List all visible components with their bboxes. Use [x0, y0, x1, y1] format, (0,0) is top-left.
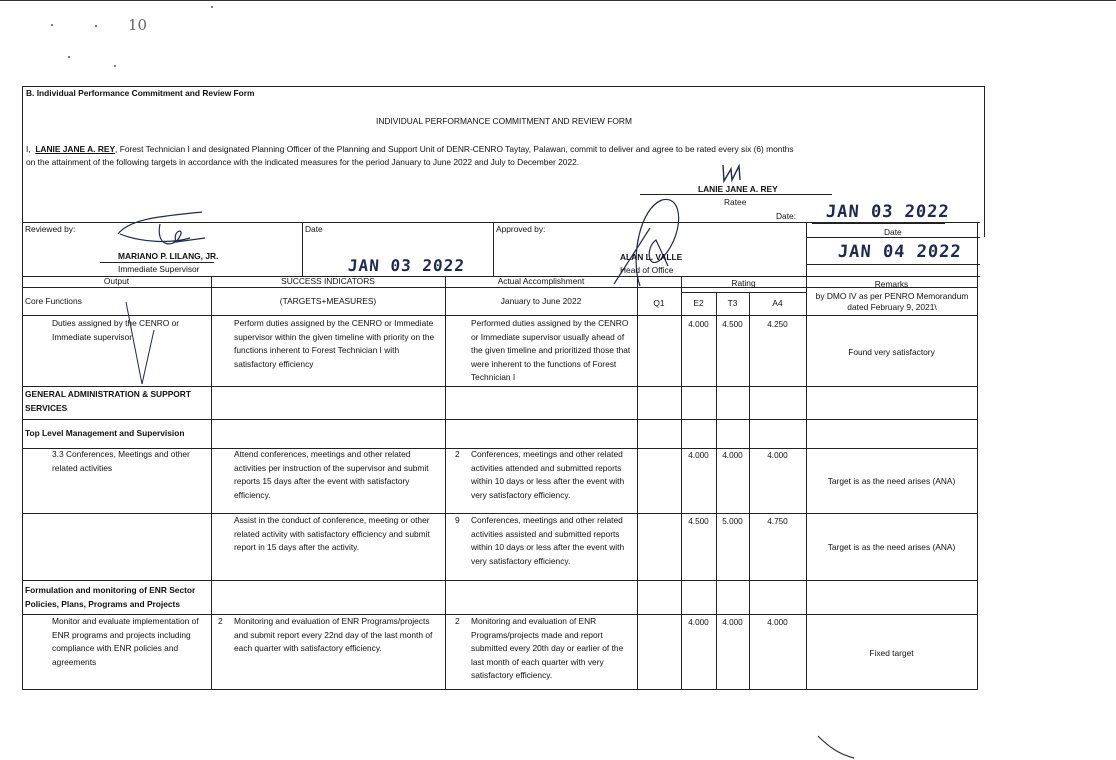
ratee-name: LANIE JANE A. REY [698, 184, 778, 194]
supervisor-role: Immediate Supervisor [118, 264, 200, 274]
row4-ind-number: 2 [218, 616, 223, 626]
ratee-signature [718, 160, 748, 186]
row1-output: Duties assigned by the CENRO or Immediate supervisor [52, 318, 180, 342]
table-bottom [22, 689, 977, 690]
row-divider [22, 386, 977, 387]
row3-remarks: Target is as the need arises (ANA) [827, 542, 956, 552]
header-core-functions: Core Functions [25, 296, 82, 306]
row2-output: 3.3 Conferences, Meetings and other related activities [52, 449, 190, 473]
commitment-name: LANIE JANE A. REY [35, 144, 116, 154]
header-a4: A4 [772, 298, 783, 308]
row3-rating-t3: 5.000 [722, 517, 743, 526]
row-divider [22, 419, 977, 420]
form-title: INDIVIDUAL PERFORMANCE COMMITMENT AND REVIEW FORM [376, 116, 632, 126]
row2-rating-a4: 4.000 [767, 451, 788, 460]
row4-rating-a4: 4.000 [767, 618, 788, 627]
row2-rating-e2: 4.000 [688, 451, 709, 460]
review-divider-3 [806, 222, 807, 276]
header-output: Output [103, 276, 130, 286]
row4-rating-t3: 4.000 [722, 618, 743, 627]
commitment-line-2: on the attainment of the following targets in accordance with the indicated measures for the period January to June 2022 and July to December 2022. [26, 157, 580, 167]
row1-rating-e2: 4.000 [688, 320, 709, 329]
row2-indicator: Attend conferences, meetings and other related activities per instruction of the supervisor and submit reports 15 days after the event with satisfactory efficiency. [234, 449, 429, 500]
header-bottom [22, 315, 977, 316]
col-divider-indicators [445, 276, 446, 689]
ratee-date-stamp: JAN 03 2022 [825, 202, 951, 222]
row4-accomplishment: Monitoring and evaluation of ENR Programs/projects made and report submitted every 20th day or earlier of the last month of each quarter with very satisfactory efficiency. [471, 616, 624, 680]
approver-name: ALAN L. VALLE [620, 252, 683, 262]
scan-speck [211, 6, 213, 8]
scan-speck [95, 25, 97, 27]
approve-date-label: Date [884, 227, 902, 237]
page-number: 10 [128, 16, 148, 34]
scan-top-edge [0, 0, 1116, 1]
header-period: January to June 2022 [500, 296, 582, 306]
commitment-prefix: I, [26, 144, 31, 154]
review-divider-1 [302, 222, 303, 276]
ratee-role: Ratee [724, 197, 747, 207]
row1-remarks: Found very satisfactory [848, 347, 935, 357]
header-success-indicators: SUCCESS INDICATORS [281, 276, 375, 286]
header-remarks-note: by DMO IV as per PENRO Memorandum dated February 9, 2021\ [815, 291, 969, 312]
heading-top-level-management: Top Level Management and Supervision [25, 428, 185, 438]
heading-general-admin: GENERAL ADMINISTRATION & SUPPORT SERVICES [25, 389, 191, 413]
approver-date-stamp: JAN 04 2022 [837, 242, 963, 262]
approve-date-line [806, 264, 980, 265]
row2-rating-t3: 4.000 [722, 451, 743, 460]
row1-rating-a4: 4.250 [767, 320, 788, 329]
col-divider-accomplishment [637, 276, 638, 689]
supervisor-signature [110, 208, 220, 250]
header-q1: Q1 [653, 298, 665, 308]
row4-rating-e2: 4.000 [688, 618, 709, 627]
header-targets-measures: (TARGETS+MEASURES) [279, 296, 377, 306]
row1-rating-t3: 4.500 [722, 320, 743, 329]
row4-remarks: Fixed target [869, 648, 914, 658]
heading-formulation-monitoring: Formulation and monitoring of ENR Sector Policies, Plans, Programs and Projects [25, 585, 196, 609]
row1-indicator: Perform duties assigned by the CENRO or Immediate supervisor within the given timeline with priority on the functions inherent to Forest Technician I with satisfactory efficiency [234, 318, 435, 369]
pen-stroke-mark [120, 300, 160, 388]
scan-speck [114, 65, 116, 67]
supervisor-name: MARIANO P. LILANG, JR. [118, 251, 219, 261]
supervisor-date-stamp: JAN 03 2022 [347, 256, 466, 275]
row4-acc-number: 2 [455, 616, 460, 626]
header-actual-accomplishment: Actual Accomplishment [497, 276, 585, 286]
rating-header-divider [681, 292, 807, 293]
col-divider-t3 [749, 292, 750, 689]
row4-output: Monitor and evaluate implementation of ENR programs and projects including compliance with ENR policies and agreements [52, 616, 199, 667]
ratee-date-line [812, 223, 945, 224]
row1-accomplishment: Performed duties assigned by the CENRO or Immediate supervisor usually ahead of the given timeline and prioritized those that were inherent to the functions of Forest Technician I [471, 318, 631, 382]
row2-accomplishment: Conferences, meetings and other related activities attended and submitted reports within 10 days or less after the event with very satisfactory efficiency. [471, 449, 625, 500]
scan-speck [68, 56, 70, 58]
review-date-label: Date [305, 224, 323, 234]
row4-indicator: Monitoring and evaluation of ENR Programs/projects and submit report every 22nd day of the last month of each quarter with satisfactory efficiency. [234, 616, 433, 653]
section-label: B. Individual Performance Commitment and Review Form [26, 88, 255, 98]
col-divider-output [211, 276, 212, 689]
pen-stroke-mark [814, 732, 864, 760]
ratee-date-label: Date: [776, 211, 797, 221]
scan-speck [51, 24, 53, 26]
approve-date-underline [806, 237, 980, 238]
row3-rating-e2: 4.500 [688, 517, 709, 526]
header-rating: Rating [731, 278, 756, 288]
table-right-border [977, 222, 978, 690]
row2-acc-number: 2 [455, 449, 460, 459]
row3-indicator: Assist in the conduct of conference, meeting or other related activity with satisfactory efficiency and submit report in 15 days after the activity. [234, 515, 430, 552]
row3-rating-a4: 4.750 [767, 517, 788, 526]
row-divider [22, 580, 977, 581]
header-t3: T3 [727, 298, 738, 308]
row2-remarks: Target is as the need arises (ANA) [827, 476, 956, 486]
header-e2: E2 [693, 298, 704, 308]
approved-by-label: Approved by: [496, 224, 546, 234]
review-divider-2 [493, 222, 494, 276]
commitment-line-1 [26, 144, 794, 154]
col-divider-q1 [681, 276, 682, 689]
reviewed-by-label: Reviewed by: [25, 224, 76, 234]
supervisor-signature-line [100, 262, 214, 263]
row3-accomplishment: Conferences, meetings and other related activities assisted and submitted reports within 10 days or less after the event with very satisfactory efficiency. [471, 515, 625, 566]
row3-acc-number: 9 [455, 515, 460, 525]
commitment-text: , Forest Technician I and designated Planning Officer of the Planning and Support Unit of DENR-CENRO Taytay, Palawan, commit to deliver and agree to be rated every six (6) months [115, 144, 794, 154]
table-left-border [22, 222, 23, 690]
header-remarks: Remarks [874, 279, 909, 289]
approver-role: Head of Office [620, 265, 674, 275]
col-divider-e2 [716, 292, 717, 689]
